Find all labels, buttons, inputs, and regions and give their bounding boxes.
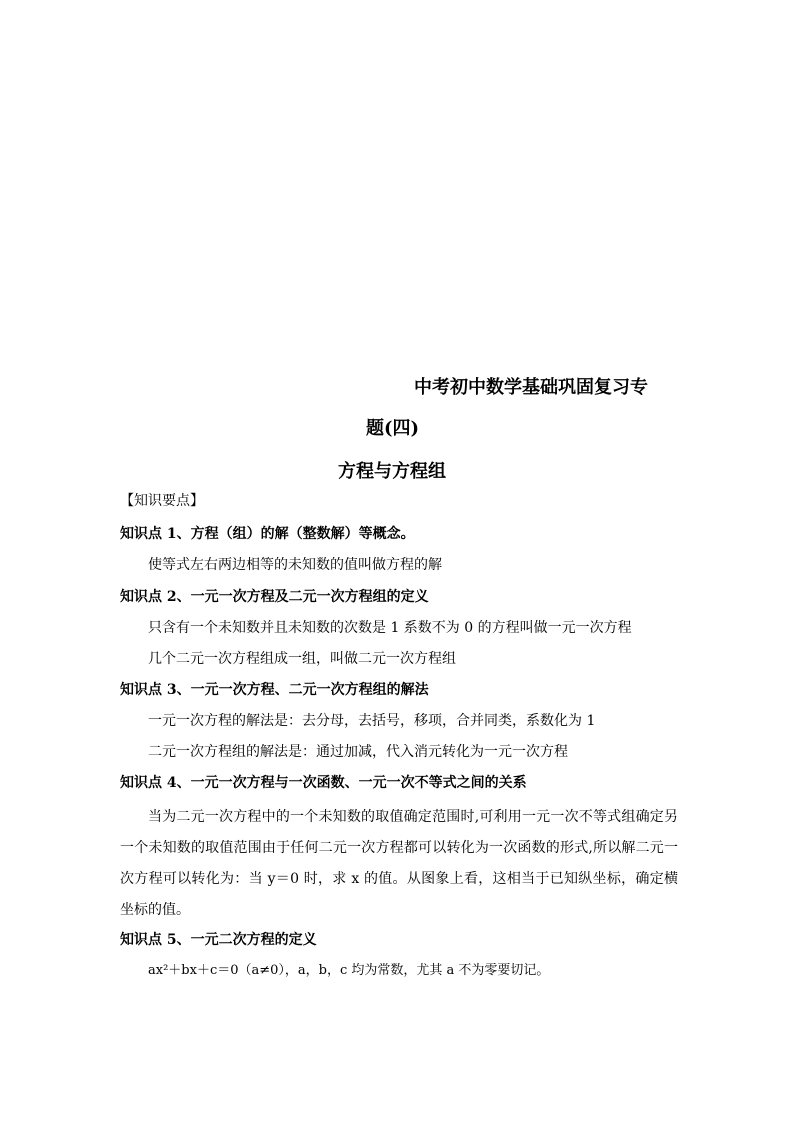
point-1-heading: 知识点 1、方程（组）的解（整数解）等概念。	[120, 526, 415, 542]
document-subtitle: 方程与方程组	[338, 461, 446, 482]
document-title-line-1: 中考初中数学基础巩固复习专	[414, 377, 648, 398]
point-2-line-2: 几个二元一次方程组成一组，叫做二元一次方程组	[148, 651, 456, 667]
point-3-line-2: 二元一次方程组的解法是：通过加减，代入消元转化为一元一次方程	[148, 744, 568, 760]
section-label: 【知识要点】	[120, 493, 204, 509]
point-4-paragraph: 当为二元一次方程中的一个未知数的取值确定范围时,可利用一元一次不等式组确定另一个未知数的取值范围由于任何二元一次方程都可以转化为一次函数的形式,所以解二元一次方程可以转化为：当 y＝0 时，求 x 的值。从图象上看，这相当于已知纵坐标，确定横坐标的值。	[120, 809, 678, 918]
point-2-heading: 知识点 2、一元一次方程及二元一次方程组的定义	[120, 589, 429, 605]
point-2-line-1: 只含有一个未知数并且未知数的次数是 1 系数不为 0 的方程叫做一元一次方程	[148, 620, 632, 636]
point-5-line-1: ax²＋bx＋c＝0（a≠0），a，b，c 均为常数，尤其 a 不为零要切记。	[148, 963, 550, 978]
point-5-heading: 知识点 5、一元二次方程的定义	[120, 932, 317, 948]
point-3-heading: 知识点 3、一元一次方程、二元一次方程组的解法	[120, 682, 429, 698]
point-3-line-1: 一元一次方程的解法是：去分母，去括号，移项，合并同类，系数化为 1	[148, 713, 596, 729]
point-1-line-1: 使等式左右两边相等的未知数的值叫做方程的解	[148, 557, 442, 573]
document-title-line-2: 题(四)	[366, 418, 420, 439]
point-4-heading: 知识点 4、一元一次方程与一次函数、一元一次不等式之间的关系	[120, 775, 527, 791]
